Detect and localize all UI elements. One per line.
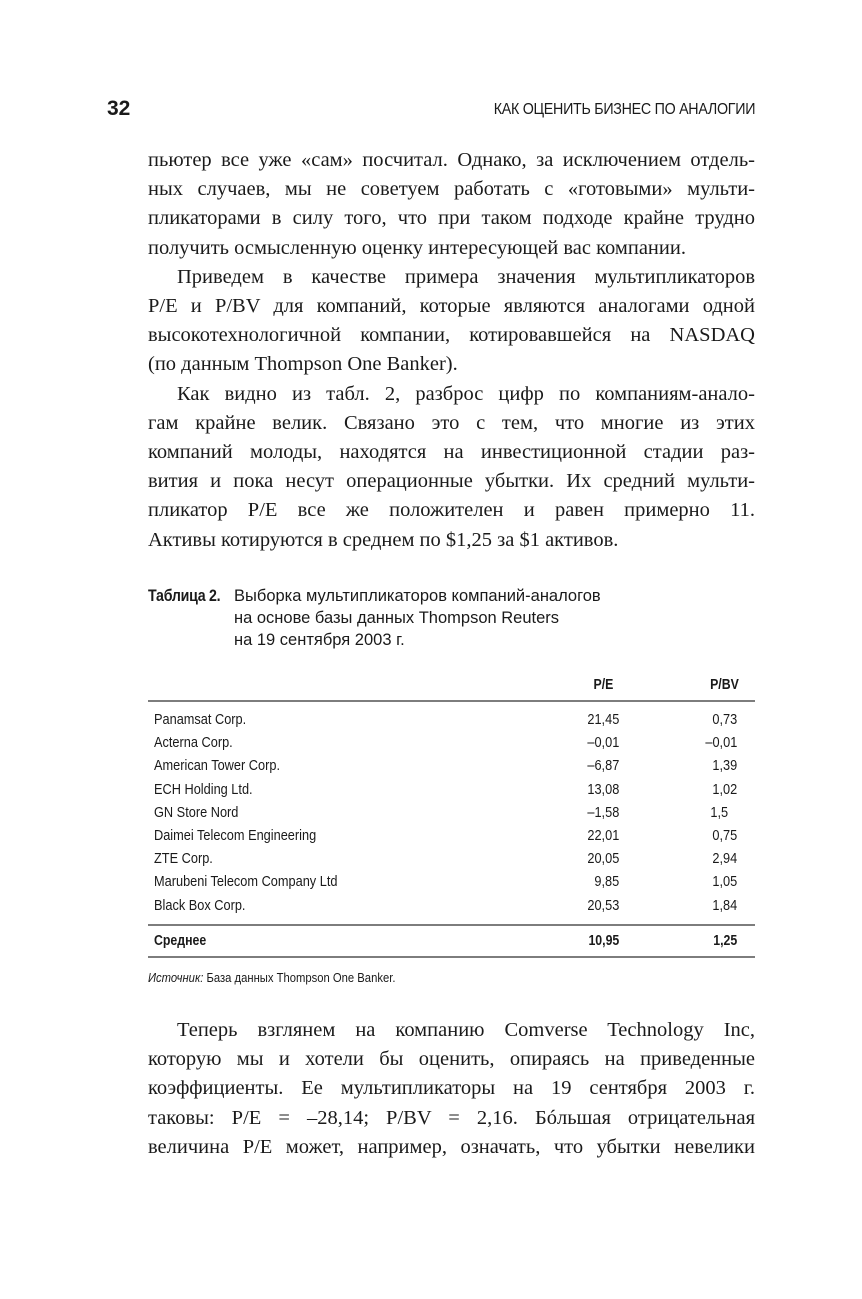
table-row [148, 895, 755, 918]
table-label: Таблица 2. [148, 587, 221, 605]
text-line: Как видно из табл. 2, разброс цифр по компаниям-анало- [177, 382, 755, 405]
text-line: коэффициенты. Ее мультипликаторы на 19 сентября 2003 г. [148, 1077, 755, 1100]
text-line: пьютер все уже «сам» посчитал. Однако, за исключением отдель- [148, 149, 755, 171]
pbv-value: 2,94 [712, 851, 737, 868]
table-row [148, 779, 755, 802]
text-line: пликатор P/E все же положителен и равен примерно 11. [148, 499, 755, 522]
total-label: Среднее [154, 932, 207, 949]
paragraph [148, 1016, 755, 1162]
company-name: ZTE Corp. [154, 851, 213, 868]
table-body [148, 702, 755, 924]
text-line: P/E и P/BV для компаний, которые являются аналогами одной [148, 295, 755, 318]
paragraph [148, 380, 755, 555]
table-title-line: на основе базы данных Thompson Reuters [234, 609, 560, 627]
company-name: Marubeni Telecom Company Ltd [154, 874, 338, 891]
table-rule-bottom [148, 956, 755, 958]
pe-value: –0,01 [587, 735, 619, 752]
pbv-value: 1,39 [712, 758, 737, 775]
table-row [148, 755, 755, 778]
pbv-value: 1,5 [710, 804, 728, 821]
text-line: получить осмысленную оценку интересующей вас компании. [148, 236, 686, 259]
company-name: ECH Holding Ltd. [154, 781, 253, 798]
column-header-pbv: P/BV [710, 677, 739, 693]
running-head: КАК ОЦЕНИТЬ БИЗНЕС ПО АНАЛОГИИ [493, 101, 755, 118]
total-pbv-value: 1,25 [713, 932, 737, 949]
company-name: American Tower Corp. [154, 758, 281, 775]
table-row [148, 802, 755, 825]
source-text: База данных Thompson One Banker. [203, 971, 396, 985]
company-name: Daimei Telecom Engineering [154, 827, 317, 844]
pe-value: 20,53 [587, 897, 619, 914]
multiples-table [148, 672, 755, 958]
table-row [148, 848, 755, 871]
text-line: вития и пока несут операционные убытки. Их средний мульти- [148, 470, 755, 493]
pbv-value: 1,84 [712, 897, 737, 914]
text-line: пликаторами в силу того, что при таком подходе крайне трудно [148, 207, 755, 230]
pe-value: 9,85 [594, 874, 619, 891]
pe-value: –1,58 [587, 804, 619, 821]
text-line: компаний молоды, находятся на инвестиционной стадии раз- [148, 441, 755, 464]
pbv-value: –0,01 [705, 735, 737, 752]
pe-value: 13,08 [587, 781, 619, 798]
company-name: Panamsat Corp. [154, 712, 247, 728]
table-row [148, 825, 755, 848]
text-line: таковы: P/E = –28,14; P/BV = 2,16. Бóльшая отрицательная [148, 1106, 755, 1129]
table-title-line: Выборка мультипликаторов компаний-аналогов [234, 587, 601, 605]
text-line: ных случаев, мы не советуем работать с «готовыми» мульти- [148, 178, 755, 201]
paragraph [148, 263, 755, 380]
table-title-line: на 19 сентября 2003 г. [234, 631, 405, 649]
table-row [148, 709, 755, 732]
total-pe-value: 10,95 [588, 932, 619, 949]
table-row [148, 871, 755, 894]
pbv-value: 1,02 [712, 781, 737, 798]
page-number: 32 [107, 97, 131, 120]
company-name: Acterna Corp. [154, 735, 233, 752]
table-title [234, 585, 601, 651]
source-label: Источник: [148, 971, 204, 985]
body-text-bottom [148, 1016, 755, 1162]
table-header [148, 672, 755, 700]
text-line: высокотехнологичной компании, котировавшейся на NASDAQ [148, 324, 755, 347]
table-row [148, 732, 755, 755]
text-line: Приведем в качестве примера значения мультипликаторов [177, 265, 755, 288]
text-line: которую мы и хотели бы оценить, опираясь на приведенные [148, 1048, 755, 1071]
pbv-value: 0,73 [712, 712, 737, 728]
pbv-value: 1,05 [712, 874, 737, 891]
table-caption [148, 585, 758, 649]
text-line: Теперь взглянем на компанию Comverse Technology Inc, [177, 1019, 755, 1041]
body-text-top [148, 146, 755, 555]
text-line: Активы котируются в среднем по $1,25 за $1 активов. [148, 528, 619, 551]
table-total-row [148, 926, 755, 956]
text-line: гам крайне велик. Связано это с тем, что многие из этих [148, 411, 755, 434]
pe-value: –6,87 [587, 758, 619, 775]
table-source-note [148, 970, 395, 986]
paragraph [148, 146, 755, 263]
column-header-pe: P/E [593, 677, 613, 693]
company-name: GN Store Nord [154, 804, 239, 821]
pe-value: 21,45 [587, 712, 619, 728]
text-line: (по данным Thompson One Banker). [148, 353, 458, 376]
pe-value: 20,05 [587, 851, 619, 868]
company-name: Black Box Corp. [154, 897, 246, 914]
text-line: величина P/E может, например, означать, что убытки невелики [148, 1135, 755, 1158]
pe-value: 22,01 [587, 827, 619, 844]
pbv-value: 0,75 [712, 827, 737, 844]
